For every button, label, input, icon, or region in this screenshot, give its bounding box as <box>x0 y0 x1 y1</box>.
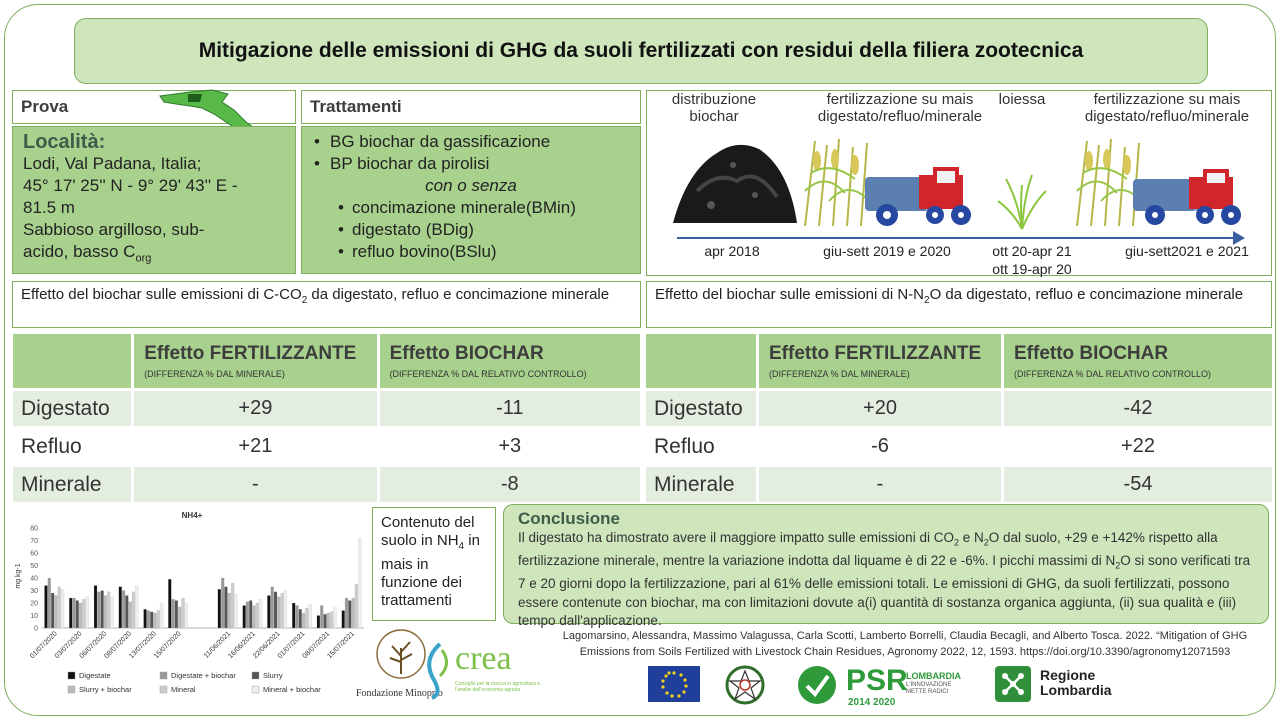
treatment-sub-item: • digestato (BDig) <box>312 219 630 241</box>
chart-bar <box>281 593 284 628</box>
x-tick-label: 16/06/2021 <box>227 630 257 661</box>
title-banner <box>74 18 1208 84</box>
chart-bar <box>94 586 97 629</box>
psr-logo-years: 2014 2020 <box>848 697 896 708</box>
biochar-effect-value: -11 <box>380 391 640 426</box>
n2o-description: Effetto del biochar sulle emissioni di $N-N_2O$ da digestato, refluo e concimazione minerale <box>646 281 1272 328</box>
table-row <box>13 391 640 426</box>
timeline-date: apr 2018 <box>704 243 760 259</box>
chart-bar <box>97 592 100 628</box>
chart-bar <box>277 597 280 628</box>
table-row <box>646 391 1272 426</box>
y-tick-label: 70 <box>30 538 38 545</box>
chart-bar <box>76 601 79 629</box>
y-tick-label: 10 <box>30 613 38 620</box>
conclusion-title: Conclusione <box>518 509 621 528</box>
regione-lombardia-logo <box>995 666 1031 702</box>
chart-bar <box>101 591 104 629</box>
tractor-maize-image <box>1067 131 1257 231</box>
legend-swatch <box>160 672 167 679</box>
legend-label: Mineral <box>171 685 196 694</box>
y-tick-label: 60 <box>30 550 38 558</box>
legend-swatch <box>160 686 167 693</box>
page-title: Mitigazione delle emissioni di GHG da suoli fertilizzati con residui della filiera zootecnica <box>198 39 1084 62</box>
chart-bar <box>305 608 308 628</box>
chart-bar <box>324 614 327 628</box>
x-tick-label: 08/07/2021 <box>301 630 332 661</box>
table-row <box>646 467 1272 502</box>
prova-header-label: Prova <box>21 97 69 116</box>
row-label: Digestato <box>13 391 131 426</box>
chart-bar <box>160 603 163 628</box>
crea-logo-subtitle: Consiglio per la ricerca in agricoltura e l'analisi dell'economia agraria <box>455 681 541 693</box>
psr-check-logo <box>796 664 838 706</box>
italian-republic-emblem-logo <box>724 664 766 706</box>
chart-bar <box>107 592 110 628</box>
minoprio-logo-label: Fondazione Minoprio <box>356 688 443 699</box>
trattamenti-header-label: Trattamenti <box>310 97 402 116</box>
chart-bar <box>333 607 336 628</box>
chart-bar <box>125 596 128 629</box>
chart-bar <box>168 579 171 628</box>
chart-bar <box>345 598 348 628</box>
chart-bar <box>61 589 64 628</box>
chart-bar <box>320 606 323 629</box>
table-header-cell: Effetto FERTILIZZANTE (DIFFERENZA % DAL MINERALE) <box>134 334 376 388</box>
y-tick-label: 80 <box>30 525 38 533</box>
psr-logo-tagline: L'INNOVAZIONE METTE RADICI <box>906 682 952 695</box>
chart-bar <box>175 601 178 629</box>
table-header-cell <box>13 334 131 388</box>
chart-bar <box>358 538 361 628</box>
ryegrass-image <box>992 171 1052 231</box>
crea-logo-label: crea <box>455 640 512 677</box>
trattamenti-header <box>301 90 641 124</box>
chart-bar <box>144 609 147 628</box>
nh4-note: Contenuto del suolo in $NH_4$ in mais in funzione dei trattamenti <box>372 507 496 621</box>
legend-swatch <box>252 686 259 693</box>
chart-bar <box>132 592 135 628</box>
chart-bar <box>224 587 227 628</box>
chart-bar <box>352 598 355 628</box>
table-header-row <box>646 334 1272 388</box>
psr-logo-label: PSR <box>846 664 908 697</box>
chart-bar <box>256 603 259 628</box>
chart-bar <box>129 602 132 628</box>
timeline-date: ott 19-apr 20 <box>992 261 1072 277</box>
chart-bar <box>119 587 122 628</box>
location-line: Lodi, Val Padana, Italia; <box>23 154 202 173</box>
biochar-effect-value: +22 <box>1004 429 1272 464</box>
timeline-panel <box>646 90 1272 276</box>
timeline-stage-label: distribuzione biochar <box>671 91 757 125</box>
chart-bar <box>253 606 256 629</box>
x-tick-label: 01/07/2021 <box>276 630 307 661</box>
chart-bar <box>330 612 333 628</box>
location-title: Località: <box>23 131 106 153</box>
nh4-chart-svg <box>12 504 368 704</box>
chart-bar <box>231 583 234 628</box>
chart-bar <box>302 613 305 628</box>
chart-bar <box>342 611 345 629</box>
chart-bar <box>69 598 72 628</box>
chart-bar <box>79 603 82 628</box>
biochar-effect-value: -8 <box>380 467 640 502</box>
fertilizer-effect-value: +20 <box>759 391 1001 426</box>
conclusion-panel <box>503 504 1269 629</box>
chart-bar <box>234 594 237 628</box>
timeline-date: giu-sett2021 e 2021 <box>1125 243 1249 259</box>
timeline-stage-label: fertilizzazione su mais digestato/refluo/minerale <box>1084 91 1250 125</box>
timeline-stage-label: loiessa <box>998 91 1046 108</box>
treatment-sub-item: • concimazione minerale(BMin) <box>312 197 630 219</box>
chart-bar <box>135 586 138 629</box>
chart-bar <box>172 599 175 628</box>
y-tick-label: 30 <box>30 588 38 595</box>
table-header-row <box>13 334 640 388</box>
location-line: acido, basso $C_{org}$ <box>23 242 152 265</box>
x-tick-label: 22/06/2021 <box>251 630 282 661</box>
psr-logo-region: LOMBARDIA <box>906 671 961 681</box>
table-header-cell: Effetto BIOCHAR (DIFFERENZA % DAL RELATIVO CONTROLLO) <box>1004 334 1272 388</box>
table-header-cell: Effetto BIOCHAR (DIFFERENZA % DAL RELATIVO CONTROLLO) <box>380 334 640 388</box>
row-label: Refluo <box>13 429 131 464</box>
table-row <box>13 467 640 502</box>
x-tick-label: 01/07/2020 <box>29 630 59 661</box>
chart-bar <box>243 606 246 629</box>
location-line: 81.5 m <box>23 198 75 217</box>
tractor-maize-image <box>795 131 985 231</box>
treatment-item: • BG biochar da gassificazione <box>312 131 630 153</box>
treatment-item: • BP biochar da pirolisi <box>312 153 630 175</box>
legend-swatch <box>68 686 75 693</box>
legend-label: Digestate + biochar <box>171 671 236 680</box>
chart-bar <box>218 589 221 628</box>
chart-y-axis-label: mg kg-1 <box>15 563 22 589</box>
biochar-effect-value: -54 <box>1004 467 1272 502</box>
chart-bar <box>73 598 76 628</box>
fertilizer-effect-value: +21 <box>134 429 376 464</box>
chart-bar <box>292 603 295 628</box>
chart-bar <box>317 616 320 629</box>
chart-bar <box>157 611 160 629</box>
chart-bar <box>182 598 185 628</box>
chart-bar <box>327 613 330 628</box>
y-tick-label: 40 <box>30 575 38 583</box>
biochar-effect-value: +3 <box>380 429 640 464</box>
treatment-sub-item: • refluo bovino(BSlu) <box>312 241 630 263</box>
timeline-date: giu-sett 2019 e 2020 <box>823 243 951 259</box>
chart-bar <box>147 611 150 629</box>
chart-bar <box>185 603 188 628</box>
y-tick-label: 20 <box>30 600 38 608</box>
crea-leaf-logo <box>420 640 456 700</box>
chart-bar <box>267 596 270 629</box>
x-tick-label: 08/07/2020 <box>103 630 134 661</box>
chart-bar <box>259 599 262 628</box>
table-row <box>13 429 640 464</box>
chart-bar <box>348 601 351 629</box>
x-tick-label: 15/07/2021 <box>326 630 357 661</box>
x-tick-label: 03/07/2020 <box>53 630 84 661</box>
chart-bar <box>153 613 156 628</box>
chart-bar <box>355 584 358 628</box>
conclusion-text: Il digestato ha dimostrato avere il maggiore impatto sulle emissioni di $CO_2$ e $N_2O$ dal suolo, +29 e +142% rispetto alla fertilizzazione minerale, mentre la variazione indotta dal liquame è di 22 e -6%. I picchi massimi di $N_2O$ si sono verificati tra 7 e 20 giorni dopo la fertilizzazione, pari al 61% delle emissioni totali. Le emissioni di GHG, da suoli fertilizzati, possono essere contenute con biochar, ma con limitazioni dovute a(i) quantità di sostanza organica aggiunta, (ii) sua qualità e (iii) tempo dall'applicazione. <box>518 530 1251 629</box>
chart-bar <box>51 593 54 628</box>
chart-bar <box>309 604 312 628</box>
citation: Lagomarsino, Alessandra, Massimo Valagussa, Carla Scotti, Lamberto Borrelli, Claudia Becagli, and Alberto Tosca. 2022. “Mitigation of GHG Emissions from Soils Fertilized with Livestock Chain Residues, Agronomy 2022, 12, 1593. https://doi.org/10.3390/agronomy12071593 <box>562 630 1248 658</box>
location-line: Sabbioso argilloso, sub- <box>23 220 205 239</box>
chart-bar <box>104 596 107 629</box>
row-label: Refluo <box>646 429 756 464</box>
location-panel <box>12 126 296 274</box>
chart-title: NH4+ <box>181 511 203 520</box>
biochar-heap-image <box>667 131 802 231</box>
chart-bar <box>178 607 181 628</box>
chart-bar <box>86 597 89 628</box>
chart-bar <box>221 578 224 628</box>
legend-label: Mineral + biochar <box>263 685 321 694</box>
location-line: 45° 17' 25'' N - 9° 29' 43'' E - <box>23 176 238 195</box>
table-header-cell <box>646 334 756 388</box>
fertilizer-effect-value: -6 <box>759 429 1001 464</box>
timeline-date: ott 20-apr 21 <box>992 243 1072 259</box>
timeline-axis <box>677 237 1237 239</box>
legend-label: Slurry + biochar <box>79 685 132 694</box>
y-tick-label: 0 <box>34 625 38 633</box>
legend-label: Digestate <box>79 671 111 680</box>
chart-bar <box>246 602 249 628</box>
legend-label: Slurry <box>263 671 283 680</box>
chart-bar <box>274 592 277 628</box>
chart-bar <box>54 596 57 629</box>
fertilizer-effect-value: - <box>134 467 376 502</box>
regione-lombardia-label: Regione Lombardia <box>1040 667 1112 698</box>
row-label: Minerale <box>646 467 756 502</box>
x-tick-label: 06/07/2020 <box>78 630 109 661</box>
chart-bar <box>122 591 125 629</box>
chart-bar <box>58 587 61 628</box>
legend-swatch <box>252 672 259 679</box>
nh4-chart <box>12 504 368 704</box>
x-tick-label: 11/06/2021 <box>202 630 233 660</box>
chart-bar <box>271 587 274 628</box>
n2o-effects-table <box>643 331 1275 505</box>
chart-bar <box>150 612 153 628</box>
chart-bar <box>284 591 287 629</box>
chart-bar <box>48 578 51 628</box>
table-row <box>646 429 1272 464</box>
fertilizer-effect-value: +29 <box>134 391 376 426</box>
chart-bar <box>295 606 298 629</box>
table-header-cell: Effetto FERTILIZZANTE (DIFFERENZA % DAL MINERALE) <box>759 334 1001 388</box>
chart-bar <box>111 597 114 628</box>
x-tick-label: 13/07/2020 <box>128 630 158 661</box>
chart-bar <box>228 593 231 628</box>
x-tick-label: 15/07/2020 <box>152 630 183 661</box>
biochar-effect-value: -42 <box>1004 391 1272 426</box>
chart-bar <box>44 586 47 629</box>
timeline-stage-label: fertilizzazione su mais digestato/refluo/minerale <box>817 91 983 125</box>
chart-bar <box>249 601 252 629</box>
chart-bar <box>82 599 85 628</box>
co2-effects-table <box>10 331 643 505</box>
row-label: Digestato <box>646 391 756 426</box>
co2-description: Effetto del biochar sulle emissioni di $C-CO_2$ da digestato, refluo e concimazione minerale <box>12 281 641 328</box>
y-tick-label: 50 <box>30 563 38 570</box>
chart-bar <box>299 609 302 628</box>
legend-swatch <box>68 672 75 679</box>
with-without-label: con o senza <box>425 176 517 195</box>
treatments-panel <box>301 126 641 274</box>
eu-flag-logo <box>648 666 700 702</box>
row-label: Minerale <box>13 467 131 502</box>
fertilizer-effect-value: - <box>759 467 1001 502</box>
